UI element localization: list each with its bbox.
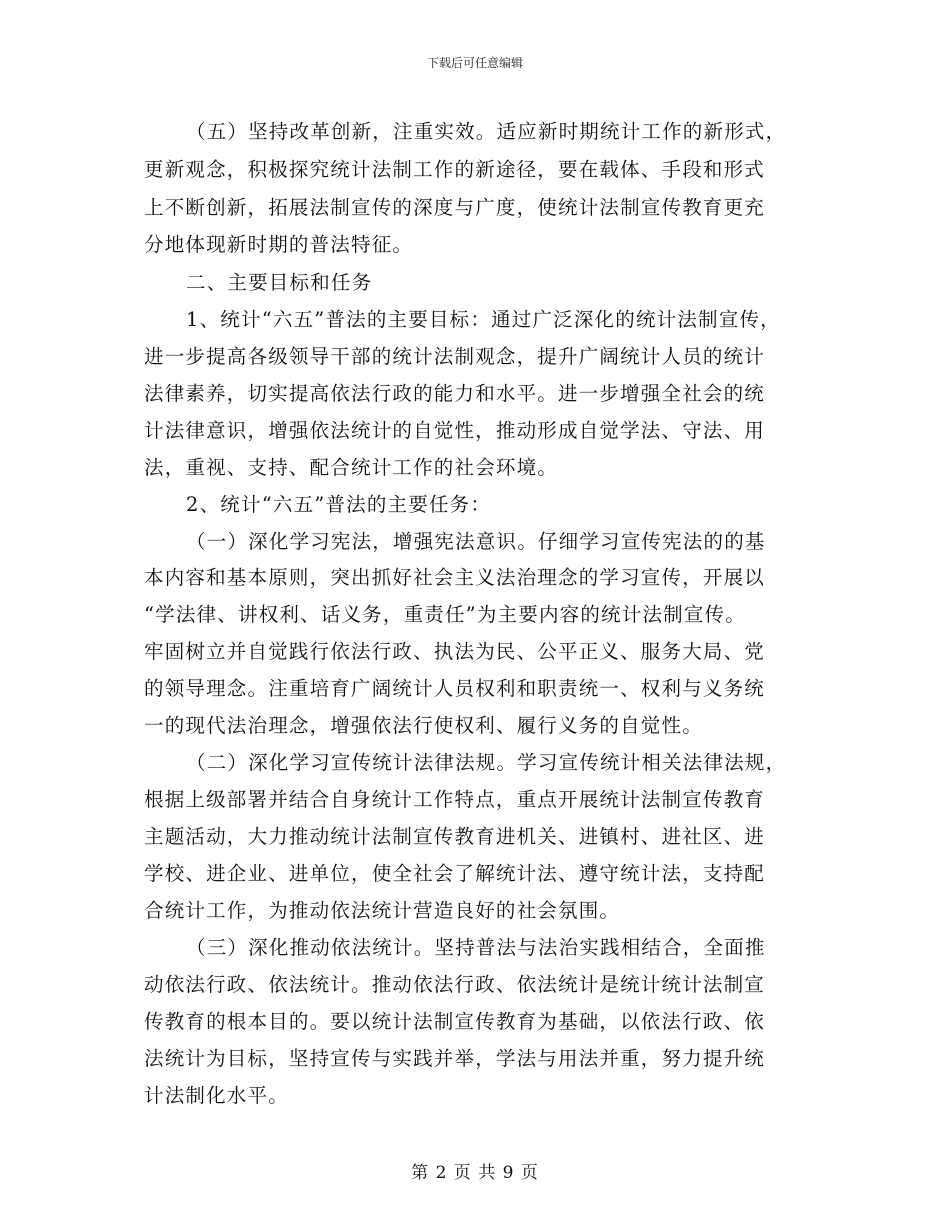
section-heading: 二、主要目标和任务	[186, 271, 373, 294]
paragraph-line: 计法律意识，增强依法统计的自觉性，推动形成自觉学法、守法、用	[144, 419, 766, 442]
paragraph-line: （三）深化推动依法统计。坚持普法与法治实践相结合，全面推	[186, 936, 766, 959]
paragraph-line: 的领导理念。注重培育广阔统计人员权利和职责统一、权利与义务统	[144, 677, 766, 700]
header-note: 下载后可任意编辑	[426, 56, 523, 70]
paragraph-line: 上不断创新，拓展法制宣传的深度与广度，使统计法制宣传教育更充	[144, 196, 766, 219]
paragraph-line: 分地体现新时期的普法特征。	[144, 233, 414, 256]
paragraph-line: 一的现代法治理念，增强依法行使权利、履行义务的自觉性。	[144, 714, 703, 737]
paragraph-line: 牢固树立并自觉践行依法行政、执法为民、公平正义、服务大局、党	[144, 640, 766, 663]
paragraph-line: 1、统计“六五”普法的主要目标：通过广泛深化的统计法制宣传，	[186, 308, 781, 331]
paragraph-line: 更新观念，积极探究统计法制工作的新途径，要在载体、手段和形式	[144, 158, 766, 181]
paragraph-line: 传教育的根本目的。要以统计法制宣传教育为基础，以依法行政、依	[144, 1010, 766, 1033]
paragraph-line: 法律素养，切实提高依法行政的能力和水平。进一步增强全社会的统	[144, 382, 766, 405]
paragraph-line: 计法制化水平。	[144, 1084, 289, 1107]
paragraph-line: （五）坚持改革创新，注重实效。适应新时期统计工作的新形式，	[186, 120, 787, 143]
paragraph-line: “学法律、讲权利、话义务，重责任”为主要内容的统计法制宣传。	[144, 603, 746, 626]
paragraph-line: （二）深化学习宣传统计法律法规。学习宣传统计相关法律法规，	[186, 751, 787, 774]
paragraph-line: 主题活动，大力推动统计法制宣传教育进机关、进镇村、进社区、进	[144, 825, 766, 848]
paragraph-line: 根据上级部署并结合自身统计工作特点，重点开展统计法制宣传教育	[144, 788, 766, 811]
page-number-footer: 第 2 页 共 9 页	[411, 1163, 539, 1183]
paragraph-line: 进一步提高各级领导干部的统计法制观念，提升广阔统计人员的统计	[144, 345, 766, 368]
paragraph-line: 动依法行政、依法统计。推动依法行政、依法统计是统计统计法制宣	[144, 973, 766, 996]
paragraph-line: （一）深化学习宪法，增强宪法意识。仔细学习宣传宪法的的基	[186, 530, 766, 553]
paragraph-line: 合统计工作，为推动依法统计营造良好的社会氛围。	[144, 899, 621, 922]
paragraph-line: 法统计为目标，坚持宣传与实践并举，学法与用法并重，努力提升统	[144, 1047, 766, 1070]
paragraph-line: 本内容和基本原则，突出抓好社会主义法治理念的学习宣传，开展以	[144, 566, 766, 589]
paragraph-line: 法，重视、支持、配合统计工作的社会环境。	[144, 456, 559, 479]
paragraph-line: 学校、进企业、进单位，使全社会了解统计法、遵守统计法，支持配	[144, 862, 766, 885]
subsection-heading: 2、统计“六五”普法的主要任务：	[186, 493, 492, 516]
